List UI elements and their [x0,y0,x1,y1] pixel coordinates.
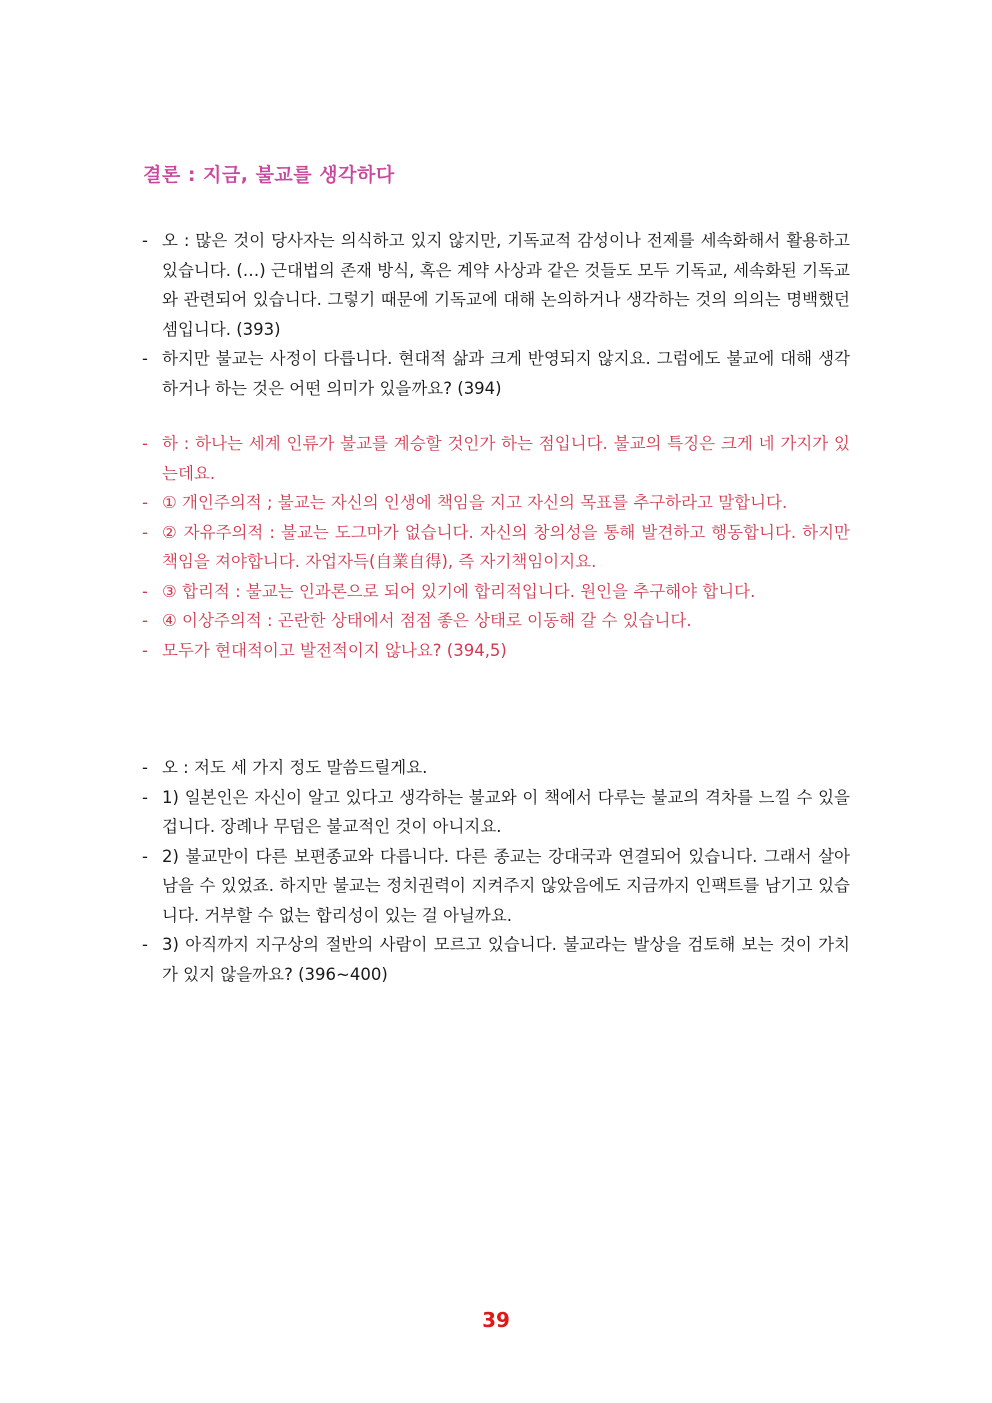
paragraph-text: 하 : 하나는 세계 인류가 불교를 계승할 것인가 하는 점입니다. 불교의 특징은 크게 네 가지가 있는데요. [162,434,850,483]
paragraph [142,518,850,577]
paragraph-text: 3) 아직까지 지구상의 절반의 사람이 모르고 있습니다. 불교라는 발상을 검토해 보는 것이 가치가 있지 않을까요? (396~400) [162,935,850,984]
dash-marker: - [142,640,148,660]
dialogue-block-2 [142,429,850,665]
paragraph-text: 오 : 많은 것이 당사자는 의식하고 있지 않지만, 기독교적 감성이나 전제를 세속화해서 활용하고 있습니다. (…) 근대법의 존재 방식, 혹은 계약 사상과 같은 것들도 모두 기독교, 세속화된 기독교와 관련되어 있습니다. 그렇기 때문에 기독교에 대해 논의하거나 생각하는 것의 의의는 명백했던 셈입니다. (393) [162,231,850,339]
paragraph-text: 하지만 불교는 사정이 다릅니다. 현대적 삶과 크게 반영되지 않지요. 그럼에도 불교에 대해 생각하거나 하는 것은 어떤 의미가 있을까요? (394) [162,349,850,398]
paragraph-text: ② 자유주의적 : 불교는 도그마가 없습니다. 자신의 창의성을 통해 발견하고 행동합니다. 하지만 책임을 져야합니다. 자업자득(自業自得), 즉 자기책임이지요. [162,522,850,571]
paragraph [142,344,850,403]
paragraph-text: 오 : 저도 세 가지 정도 말씀드릴게요. [162,758,428,777]
section-heading: 결론 : 지금, 불교를 생각하다 [143,164,395,186]
dash-marker: - [142,611,148,630]
paragraph [142,930,850,989]
dash-marker: - [142,231,148,250]
paragraph [142,429,850,488]
paragraph-text: ① 개인주의적 ; 불교는 자신의 인생에 책임을 지고 자신의 목표를 추구하라고 말합니다. [162,493,788,512]
paragraph [142,577,850,607]
paragraph-text: 모두가 현대적이고 발전적이지 않나요? (394,5) [162,640,507,660]
paragraph [142,753,850,783]
dash-marker: - [142,935,148,954]
paragraph [142,636,850,666]
dash-marker: - [142,434,148,453]
paragraph-text: 1) 일본인은 자신이 알고 있다고 생각하는 불교와 이 책에서 다루는 불교의 격차를 느낄 수 있을 겁니다. 장례나 무덤은 불교적인 것이 아니지요. [162,787,850,836]
dash-marker: - [142,493,148,512]
dash-marker: - [142,758,148,777]
dash-marker: - [142,581,148,601]
dash-marker: - [142,349,148,368]
dialogue-block-1 [142,226,850,403]
paragraph [142,842,850,931]
paragraph [142,226,850,344]
dash-marker: - [142,522,148,542]
dialogue-block-3 [142,753,850,989]
paragraph [142,606,850,636]
page-number: 39 [482,1308,510,1332]
dash-marker: - [142,846,148,866]
paragraph-text: ④ 이상주의적 : 곤란한 상태에서 점점 좋은 상태로 이동해 갈 수 있습니다. [162,611,692,630]
paragraph [142,783,850,842]
dash-marker: - [142,787,148,807]
paragraph [142,488,850,518]
paragraph-text: ③ 합리적 : 불교는 인과론으로 되어 있기에 합리적입니다. 원인을 추구해야 합니다. [162,581,756,601]
paragraph-text: 2) 불교만이 다른 보편종교와 다릅니다. 다른 종교는 강대국과 연결되어 있습니다. 그래서 살아남을 수 있었죠. 하지만 불교는 정치권력이 지켜주지 않았음에도 지금까지 인팩트를 남기고 있습니다. 거부할 수 없는 합리성이 있는 걸 아닐까요. [162,846,850,925]
